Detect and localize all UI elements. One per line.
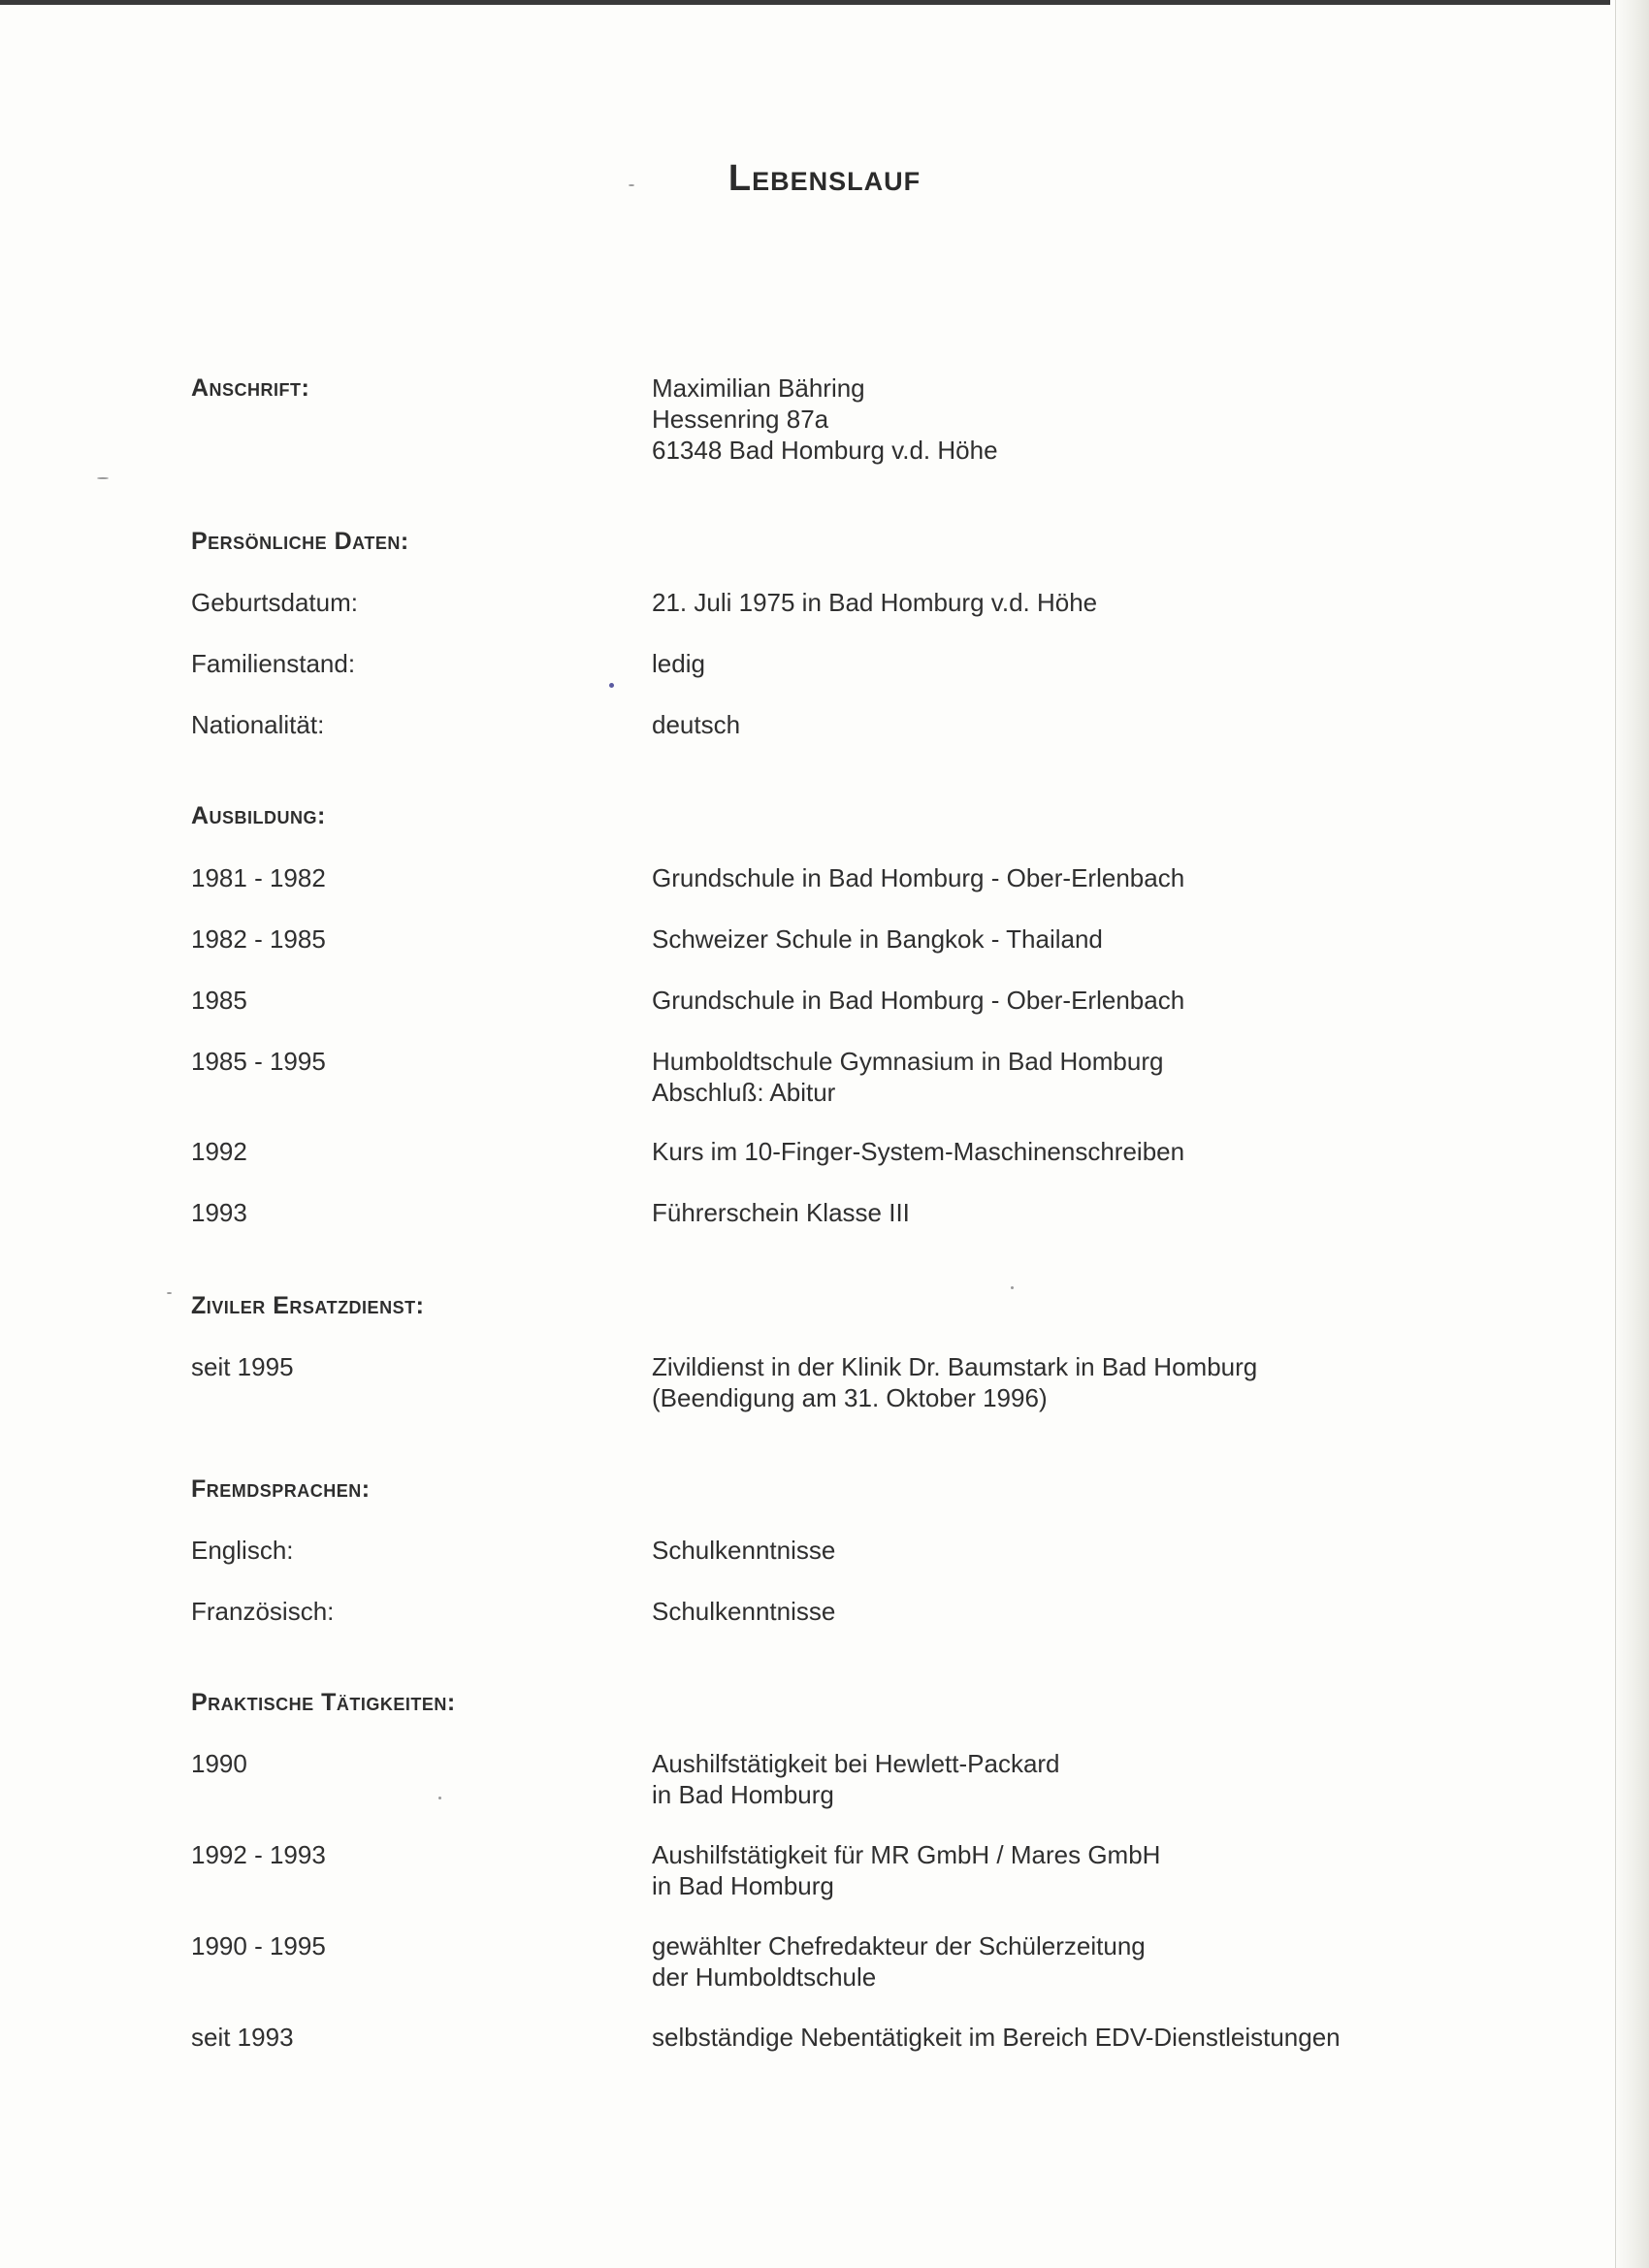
language-label: Englisch:	[191, 1536, 294, 1565]
education-entry	[652, 862, 1184, 893]
practical-line: in Bad Homburg	[652, 1780, 834, 1809]
personal-value: 21. Juli 1975 in Bad Homburg v.d. Höhe	[652, 588, 1098, 617]
education-period: 1985	[191, 986, 247, 1015]
scan-speck	[609, 683, 614, 688]
language-value: Schulkenntnisse	[652, 1597, 836, 1626]
section-heading-address: Anschrift:	[191, 374, 310, 402]
personal-label: Nationalität:	[191, 710, 325, 739]
civil-service-period: seit 1995	[191, 1352, 294, 1381]
address-line: 61348 Bad Homburg v.d. Höhe	[652, 436, 998, 465]
scan-speck	[167, 1292, 172, 1294]
practical-period: 1990 - 1995	[191, 1931, 326, 1960]
page-title-text: Lebenslauf	[728, 158, 922, 199]
education-line: Schweizer Schule in Bangkok - Thailand	[652, 924, 1103, 954]
scan-right-edge	[1615, 0, 1649, 2268]
civil-service-line: (Beendigung am 31. Oktober 1996)	[652, 1383, 1048, 1412]
personal-label: Familienstand:	[191, 649, 356, 678]
education-entry	[652, 985, 1184, 1016]
education-entry	[652, 1046, 1163, 1108]
practical-entry	[652, 2022, 1341, 2053]
practical-period: 1990	[191, 1749, 247, 1778]
practical-entry	[652, 1930, 1146, 1993]
personal-value: deutsch	[652, 710, 741, 739]
address-line: Hessenring 87a	[652, 405, 829, 434]
education-line: Führerschein Klasse III	[652, 1198, 910, 1227]
practical-line: in Bad Homburg	[652, 1871, 834, 1900]
practical-period: seit 1993	[191, 2023, 294, 2052]
education-line: Grundschule in Bad Homburg - Ober-Erlenbach	[652, 986, 1185, 1015]
education-line: Kurs im 10-Finger-System-Maschinenschreiben	[652, 1137, 1185, 1166]
personal-value: ledig	[652, 649, 705, 678]
practical-line: Aushilfstätigkeit für MR GmbH / Mares GmbH	[652, 1840, 1161, 1869]
page-title	[0, 158, 1649, 200]
practical-line: selbständige Nebentätigkeit im Bereich EDV-Dienstleistungen	[652, 2023, 1341, 2052]
education-line: Abschluß: Abitur	[652, 1078, 836, 1107]
education-period: 1993	[191, 1198, 247, 1227]
scan-top-edge	[0, 0, 1610, 5]
practical-line: der Humboldtschule	[652, 1962, 877, 1992]
education-entry	[652, 1197, 910, 1228]
personal-label: Geburtsdatum:	[191, 588, 358, 617]
language-label: Französisch:	[191, 1597, 335, 1626]
scan-speck	[438, 1797, 441, 1799]
section-heading-practical: Praktische Tätigkeiten:	[191, 1689, 456, 1716]
scan-speck	[97, 477, 109, 479]
address-line: Maximilian Bähring	[652, 373, 865, 403]
practical-line: gewählter Chefredakteur der Schülerzeitung	[652, 1931, 1146, 1960]
address-block	[652, 373, 998, 466]
education-entry	[652, 1136, 1184, 1167]
civil-service-line: Zivildienst in der Klinik Dr. Baumstark in Bad Homburg	[652, 1352, 1258, 1381]
education-period: 1982 - 1985	[191, 924, 326, 954]
education-entry	[652, 923, 1103, 955]
practical-line: Aushilfstätigkeit bei Hewlett-Packard	[652, 1749, 1060, 1778]
education-period: 1992	[191, 1137, 247, 1166]
practical-period: 1992 - 1993	[191, 1840, 326, 1869]
section-heading-civil-service: Ziviler Ersatzdienst:	[191, 1292, 425, 1319]
section-heading-languages: Fremdsprachen:	[191, 1475, 371, 1503]
section-heading-education: Ausbildung:	[191, 802, 326, 829]
language-value: Schulkenntnisse	[652, 1536, 836, 1565]
civil-service-entry	[652, 1351, 1257, 1413]
education-line: Grundschule in Bad Homburg - Ober-Erlenbach	[652, 863, 1185, 892]
practical-entry	[652, 1748, 1060, 1810]
section-heading-personal: Persönliche Daten:	[191, 528, 409, 555]
scan-speck	[1011, 1286, 1014, 1289]
practical-entry	[652, 1839, 1160, 1901]
education-period: 1985 - 1995	[191, 1047, 326, 1076]
education-period: 1981 - 1982	[191, 863, 326, 892]
education-line: Humboldtschule Gymnasium in Bad Homburg	[652, 1047, 1164, 1076]
